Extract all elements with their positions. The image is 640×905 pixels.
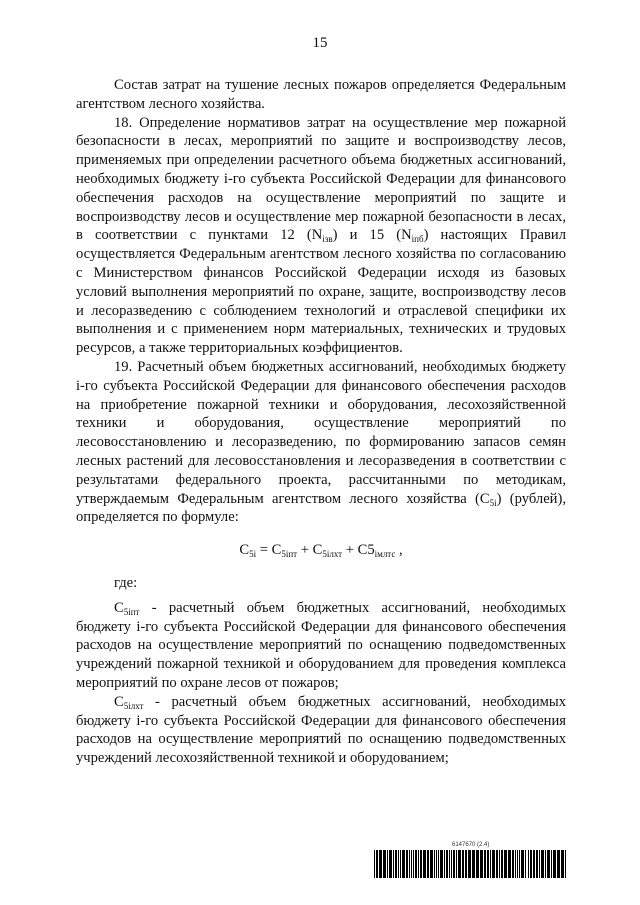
paragraph-19: 19. Расчетный объем бюджетных ассигнований, необходимых бюджету i-го субъекта Российской Федерации для финансового обеспечения расходов на приобретение пожарной техники и оборудования, лесохозяйственной техники и оборудования, осуществление мероприятий по лесовосстановлению и лесоразведению, по формированию запасов семян лесных растений для лесовосстановления и лесоразведения в соответствии с результатами федерального проекта, рассчитанными по методикам, утверждаемым Федеральным агентством лесного хозяйства $(C_{5i})$ (рублей), определяется по формуле:: [76, 358, 566, 526]
where-label: где:: [114, 574, 138, 591]
page-number: 15: [312, 35, 328, 51]
formula: $C_{5i} = C_{5iпт} + C_{5iлхт} + C5_{iмлтс}$ ,: [239, 542, 403, 560]
definition-forestry-equipment: $C_{5iлхт}$ - расчетный объем бюджетных ассигнований, необходимых бюджету i-го субъекта Российской Федерации для финансового обеспечения расходов на осуществление мероприятий по оснащению подведомственных учреждений лесохозяйственной техникой и оборудованием;: [76, 693, 566, 767]
definition-fire-equipment: $C_{5iпт}$ - расчетный объем бюджетных ассигнований, необходимых бюджету i-го субъекта Российской Федерации для финансового обеспечения расходов на осуществление мероприятий по оснащению подведомственных учреждений пожарной техникой и оборудованием для проведения комплекса мероприятий по охране лесов от пожаров;: [76, 599, 566, 691]
document-body: [76, 76, 566, 768]
barcode-icon: [374, 850, 566, 878]
paragraph-18: 18. Определение нормативов затрат на осуществление мер пожарной безопасности в лесах, мероприятий по защите и воспроизводству лесов, применяемых при определении расчетного объема бюджетных ассигнований, необходимых бюджету i-го субъекта Российской Федерации для финансового обеспечения расходов на осуществление мероприятий по защите и воспроизводству лесов и осуществление мер пожарной безопасности в лесах, в соответствии с пунктами 12 $(N_{iзв})$ и 15 $(N_{iпб})$ настоящих Правил осуществляется Федеральным агентством лесного хозяйства по согласованию с Министерством финансов Российской Федерации исходя из базовых условий выполнения мероприятий по охране, защите, воспроизводству лесов и лесоразведению с соблюдением технологий и отраслевой специфики их выполнения и с применением норм материальных, технических и трудовых ресурсов, а также территориальных коэффициентов.: [76, 114, 567, 357]
document-code: 6147670 (2.4): [452, 842, 490, 848]
paragraph-costs-fire: Состав затрат на тушение лесных пожаров определяется Федеральным агентством лесного хозяйства.: [76, 77, 566, 112]
